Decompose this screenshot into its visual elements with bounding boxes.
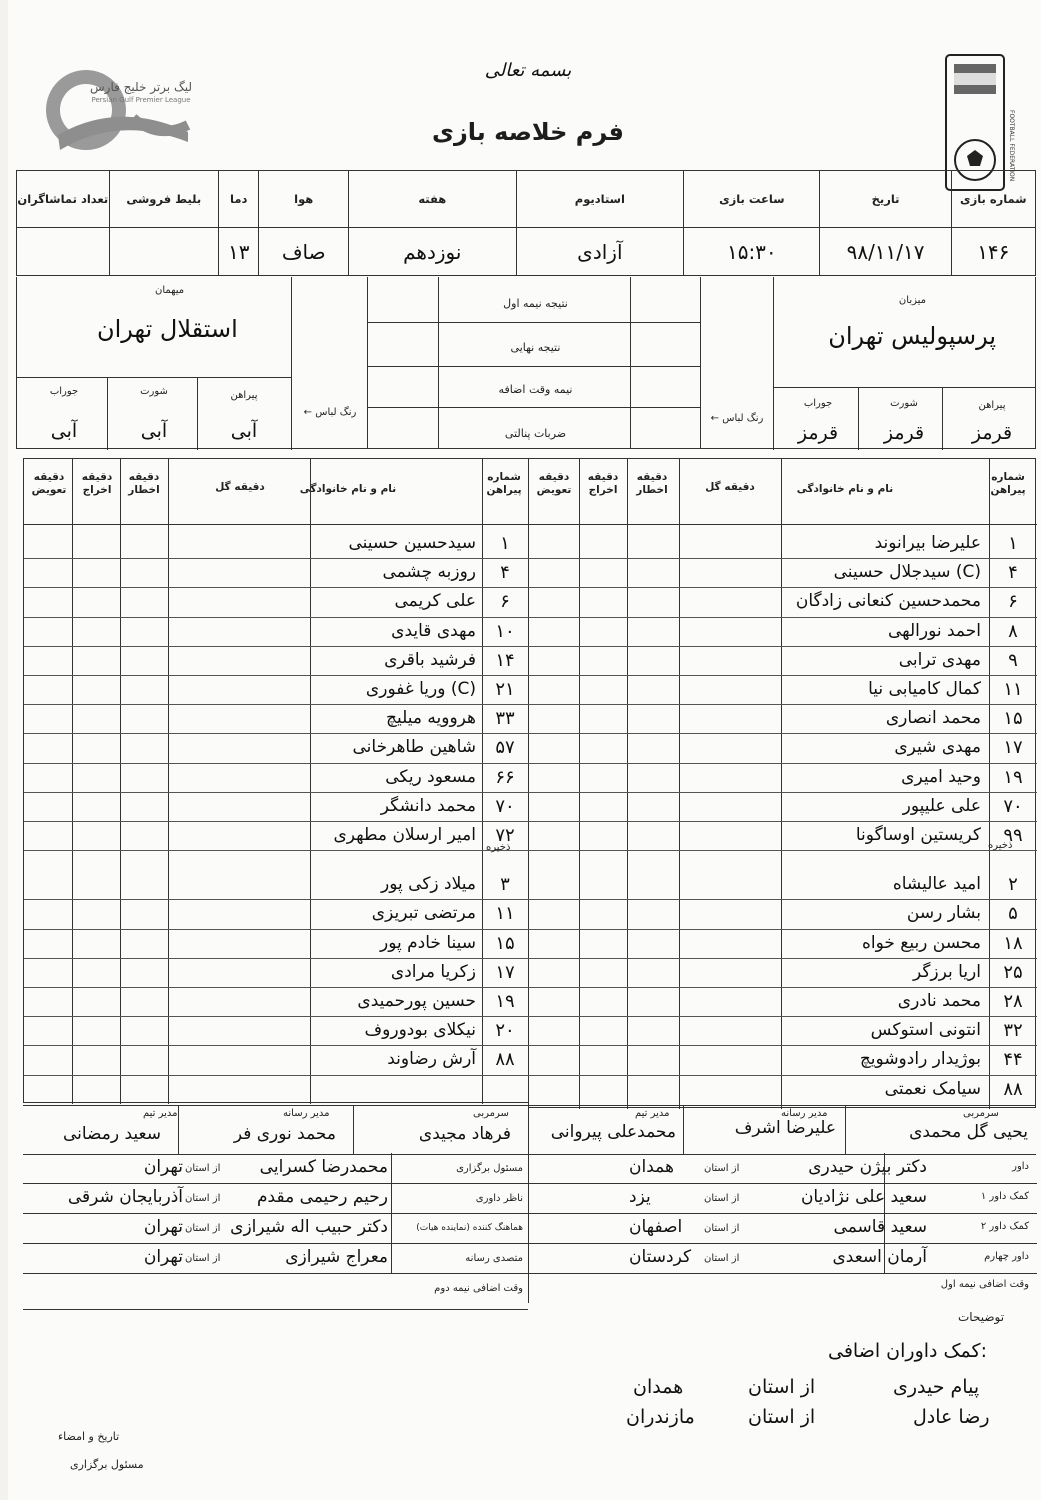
host-coach-label: سرمربی: [963, 1108, 999, 1119]
host-player-name: محمد انصاری: [885, 708, 981, 729]
guest-col-number: شماره پیراهن: [486, 471, 522, 496]
official-role-label: کمک داور ۲: [980, 1221, 1029, 1232]
officials-left: [23, 1153, 528, 1310]
official-province: اصفهان: [629, 1217, 683, 1237]
notes-label: توضیحات: [958, 1310, 1005, 1324]
guest-coach: فرهاد مجیدی: [418, 1124, 511, 1144]
value-tickets: [109, 228, 218, 276]
notes-heading: کمک داوران اضافی:: [828, 1340, 987, 1362]
page-title: فرم خلاصه بازی: [431, 118, 625, 146]
label-temperature: دما: [218, 171, 259, 228]
host-reserve-number: ۳۲: [1003, 1020, 1023, 1042]
guest-coach-label: سرمربی: [473, 1108, 509, 1119]
official-col-divider: [884, 1153, 885, 1273]
table-row-line: [24, 617, 529, 618]
value-stadium: آزادی: [516, 228, 684, 276]
host-reserve-name: بشار رسن: [906, 903, 981, 924]
guest-players-table: [23, 458, 528, 1103]
host-player-number: ۴: [1008, 562, 1018, 584]
guest-player-name: علی کریمی: [394, 591, 476, 612]
table-row-line: [529, 733, 1037, 734]
guest-player-name: هروویه میلیچ: [386, 708, 476, 729]
host-player-name: سیدجلال حسینی (C): [833, 562, 981, 583]
official-row-line: [23, 1273, 528, 1274]
table-row-line: [529, 763, 1037, 764]
official-province: تهران: [143, 1217, 183, 1237]
guest-reserve-label: ذخیره: [486, 842, 511, 853]
guest-col-name: نام و نام خانوادگی: [299, 483, 397, 495]
guest-reserve-name: مرتضی تبریزی: [371, 903, 476, 924]
host-player-number: ۱۱: [1003, 679, 1023, 700]
table-row-line: [24, 733, 529, 734]
guest-player-number: ۱: [500, 533, 510, 554]
guest-player-number: ۷۰: [495, 795, 515, 817]
guest-team-cell: [17, 277, 292, 377]
official-role-label: وقت اضافی نیمه اول: [940, 1279, 1029, 1290]
official-name: دکتر بیژن حیدری: [808, 1157, 927, 1177]
label-tickets: بلیط فروشی: [109, 171, 218, 228]
guest-player-name: مهدی قایدی: [391, 620, 476, 641]
official-province: همدان: [629, 1157, 674, 1177]
host-kit-shirt: قرمز: [971, 422, 1013, 444]
table-row-line: [529, 821, 1037, 822]
guest-reserve-name: سینا خادم پور: [380, 932, 476, 953]
guest-player-name: فرشید باقری: [384, 649, 476, 670]
host-kit-shorts: قرمز: [883, 422, 925, 444]
host-reserve-name: محسن ربیع خواه: [861, 932, 981, 953]
official-province: کردستان: [629, 1247, 692, 1267]
official-role-label: وقت اضافی نیمه دوم: [434, 1283, 523, 1294]
extra-ref-1-from: از استان: [748, 1376, 816, 1398]
value-weather: صاف: [259, 228, 349, 276]
guest-col-divider: [168, 459, 169, 1104]
guest-kit-socks-label: جوراب: [49, 386, 79, 397]
host-col-divider: [579, 459, 580, 1109]
official-name: دکتر حبیب اله شیرازی: [230, 1217, 388, 1237]
host-player-number: ۷۰: [1003, 795, 1023, 817]
host-player-name: کمال کامیابی نیا: [868, 679, 981, 699]
host-player-number: ۱۷: [1003, 737, 1023, 759]
guest-media: محمد نوری فر: [233, 1124, 336, 1144]
official-role-label: داور: [1012, 1161, 1029, 1172]
table-row-line: [24, 821, 529, 822]
kit-arrow-icon: ←: [710, 413, 720, 424]
host-manager: محمدعلی پیروانی: [550, 1122, 676, 1142]
guest-kit-shorts-label: شورت: [140, 386, 168, 397]
guest-player-number: ۴: [500, 562, 510, 584]
table-row-line: [24, 558, 529, 559]
host-col-divider: [679, 459, 680, 1109]
official-name: سعید قاسمی: [833, 1217, 927, 1237]
official-col-divider: [391, 1153, 392, 1273]
host-player-number: ۹۹: [1003, 825, 1023, 846]
official-name: معراج شیرازی: [285, 1247, 388, 1267]
officials-right: [528, 1153, 1037, 1303]
official-role-label: کمک داور ۱: [980, 1191, 1029, 1202]
official-province: یزد: [629, 1187, 651, 1207]
host-col-goal: دقیقه گل: [705, 481, 755, 493]
guest-reserve-number: ۱۱: [495, 903, 515, 925]
value-date: ۹۸/۱۱/۱۷: [820, 228, 951, 276]
table-row-line: [24, 1075, 529, 1076]
host-player-name: احمد نورالهی: [887, 620, 981, 641]
guest-kit-shirt: آبی: [230, 420, 258, 442]
host-reserve-number: ۵: [1008, 903, 1018, 925]
table-row-line: [529, 587, 1037, 588]
value-temperature: ۱۳: [218, 228, 259, 276]
table-row-line: [24, 1016, 529, 1017]
guest-player-number: ۷۲: [495, 825, 515, 846]
guest-player-name: مسعود ریکی: [385, 766, 476, 787]
guest-manager-label: مدیر تیم: [143, 1108, 178, 1119]
host-kit-socks: قرمز: [797, 422, 839, 444]
extra-ref-2-province: مازندران: [626, 1406, 695, 1428]
table-row-line: [529, 792, 1037, 793]
bismillah: بسمه تعالی: [484, 60, 572, 81]
guest-player-name: امیر ارسلان مطهری: [333, 825, 476, 845]
table-row-line: [24, 587, 529, 588]
table-row-line: [529, 958, 1037, 959]
guest-kit-label-text: رنگ لباس: [315, 407, 357, 418]
host-label: میزبان: [898, 295, 926, 306]
official-province: تهران: [143, 1247, 183, 1267]
official-from-label: از استان: [704, 1193, 740, 1204]
host-player-number: ۱۵: [1003, 708, 1023, 730]
guest-manager: سعید رمضانی: [62, 1124, 161, 1144]
table-row-line: [24, 792, 529, 793]
guest-kit-socks: آبی: [50, 420, 78, 442]
host-player-name: علیرضا بیرانوند: [874, 533, 981, 553]
host-kit-label: [707, 413, 767, 424]
guest-col-sub: دقیقه تعویض: [31, 471, 67, 496]
host-coach: یحیی گل محمدی: [909, 1122, 1028, 1142]
official-from-label: از استان: [185, 1253, 221, 1264]
table-row-line: [24, 675, 529, 676]
official-from-label: از استان: [185, 1163, 221, 1174]
table-row-line: [24, 850, 529, 851]
table-row-line: [24, 899, 529, 900]
host-player-name: علی علیپور: [902, 795, 981, 816]
label-time: ساعت بازی: [684, 171, 820, 228]
guest-kit-shorts: آبی: [140, 420, 168, 442]
value-week: نوزدهم: [348, 228, 516, 276]
host-col-warning: دقیقه اخطار: [636, 471, 668, 496]
guest-player-number: ۱۰: [495, 620, 515, 642]
official-name: رحیم رحیمی مقدم: [257, 1187, 388, 1207]
official-from-label: از استان: [185, 1223, 221, 1234]
official-name: سعید علی نژادیان: [800, 1187, 927, 1207]
label-stadium: استادیوم: [516, 171, 684, 228]
host-player-number: ۱: [1008, 533, 1018, 554]
guest-reserve-number: ۸۸: [495, 1049, 515, 1071]
extra-ref-2-from: از استان: [748, 1406, 816, 1428]
guest-col-sendoff: دقیقه اخراج: [81, 471, 113, 496]
label-date: تاریخ: [820, 171, 951, 228]
table-row-line: [24, 958, 529, 959]
guest-player-name: وریا غفوری (C): [365, 679, 476, 699]
host-reserve-number: ۴۴: [1003, 1049, 1023, 1071]
table-row-line: [529, 704, 1037, 705]
host-players-table: [528, 458, 1036, 1108]
official-name: محمدرضا کسرایی: [259, 1157, 388, 1177]
table-row-line: [529, 987, 1037, 988]
table-row-line: [529, 558, 1037, 559]
official-province: تهران: [143, 1157, 183, 1177]
host-player-number: ۹: [1008, 649, 1018, 671]
official-province: آذربایجان شرقی: [67, 1187, 183, 1207]
label-week: هفته: [348, 171, 516, 228]
host-col-name: نام و نام خانوادگی: [796, 483, 894, 495]
guest-reserve-name: نیکلای بودوروف: [364, 1020, 476, 1041]
guest-player-name: سیدحسین حسینی: [348, 533, 476, 553]
host-reserve-name: انتونی استوکس: [870, 1020, 981, 1041]
value-match-number: ۱۴۶: [951, 228, 1035, 276]
host-reserve-number: ۱۸: [1003, 932, 1023, 954]
host-kit: [773, 387, 1036, 450]
guest-media-label: مدیر رسانه: [283, 1108, 330, 1119]
teams-block: [16, 277, 1036, 449]
host-reserve-number: ۸۸: [1003, 1078, 1023, 1100]
staff-row: [23, 1105, 1036, 1155]
official-row-line: [529, 1213, 1037, 1214]
guest-player-number: ۵۷: [495, 737, 515, 759]
host-player-name: محمدحسین کنعانی زادگان: [795, 591, 981, 612]
value-spectators: [17, 228, 110, 276]
guest-kit: [17, 377, 292, 450]
guest-kit-label: [295, 407, 365, 418]
host-col-sub: دقیقه تعویض: [536, 471, 572, 496]
guest-player-name: شاهین طاهرخانی: [352, 737, 476, 758]
host-reserve-name: اریا برزگر: [912, 961, 981, 982]
extra-ref-1-name: پیام حیدری: [893, 1376, 980, 1398]
guest-player-number: ۶۶: [495, 766, 515, 788]
result-first-half-label: نتیجه نیمه اول: [503, 297, 568, 310]
host-player-name: وحید امیری: [901, 766, 981, 787]
guest-player-name: محمد دانشگر: [380, 795, 476, 816]
table-row-line: [24, 987, 529, 988]
official-from-label: از استان: [704, 1223, 740, 1234]
extra-ref-2-name: رضا عادل: [913, 1406, 990, 1428]
extra-ref-1-province: همدان: [633, 1376, 684, 1398]
guest-reserve-name: میلاد زکی پور: [381, 874, 476, 895]
host-team-cell: [773, 277, 1036, 387]
results-table: [367, 277, 701, 449]
official-row-line: [23, 1243, 528, 1244]
label-weather: هوا: [259, 171, 349, 228]
guest-col-divider: [120, 459, 121, 1104]
table-row-line: [24, 1045, 529, 1046]
official-role-label: مسئول برگزاری: [456, 1163, 523, 1174]
guest-reserve-name: حسین پورحمیدی: [357, 991, 476, 1011]
host-player-name: کریستین اوساگونا: [855, 825, 981, 845]
guest-reserve-number: ۱۷: [495, 961, 515, 983]
host-col-number: شماره پیراهن: [990, 471, 1026, 496]
host-reserve-name: امید عالیشاه: [892, 874, 981, 895]
host-col-sendoff: دقیقه اخراج: [587, 471, 619, 496]
official-row-line: [23, 1213, 528, 1214]
value-time: ۱۵:۳۰: [684, 228, 820, 276]
host-player-name: مهدی ترابی: [898, 649, 981, 670]
organizer-label: مسئول برگزاری: [70, 1458, 144, 1471]
host-col-divider: [627, 459, 628, 1109]
host-reserve-name: بوژیدار رادوشویچ: [859, 1049, 981, 1070]
table-row-line: [529, 899, 1037, 900]
result-extra-time-label: نیمه وقت اضافه: [498, 383, 573, 396]
official-row-line: [529, 1273, 1037, 1274]
league-logo-subtext: Persian Gulf Premier League: [91, 96, 191, 104]
host-player-name: مهدی شیری: [894, 737, 981, 758]
official-row-line: [23, 1183, 528, 1184]
host-header-divider: [529, 524, 1037, 525]
host-reserve-name: محمد نادری: [897, 991, 981, 1011]
table-row-line: [24, 646, 529, 647]
host-team-name: پرسپولیس تهران: [828, 322, 996, 350]
table-row-line: [529, 1075, 1037, 1076]
table-row-line: [529, 929, 1037, 930]
guest-player-number: ۶: [500, 591, 510, 613]
official-role-label: ناظر داوری: [475, 1193, 523, 1204]
host-reserve-number: ۲: [1008, 874, 1018, 896]
guest-player-number: ۲۱: [495, 679, 515, 700]
guest-header-divider: [24, 524, 529, 525]
host-media-label: مدیر رسانه: [781, 1108, 828, 1119]
host-reserve-number: ۲۵: [1003, 961, 1023, 983]
official-from-label: از استان: [704, 1163, 740, 1174]
guest-col-goal: دقیقه گل: [215, 481, 265, 493]
guest-reserve-number: ۱۹: [495, 991, 515, 1012]
official-row-line: [529, 1243, 1037, 1244]
guest-reserve-number: ۳: [500, 874, 510, 896]
table-row-line: [529, 850, 1037, 851]
host-media: علیرضا اشرف: [734, 1118, 836, 1138]
official-name: آرمان اسعدی: [832, 1247, 927, 1267]
guest-player-name: روزبه چشمی: [382, 562, 476, 583]
guest-label: میهمان: [155, 285, 185, 296]
svg-text:FOOTBALL FEDERATION: FOOTBALL FEDERATION: [1008, 110, 1015, 182]
guest-reserve-name: آرش رضاوند: [387, 1049, 476, 1070]
table-row-line: [24, 929, 529, 930]
host-player-number: ۶: [1008, 591, 1018, 613]
match-summary-form: [8, 0, 1041, 1500]
league-logo-text: لیگ برتر خلیج فارس: [90, 80, 192, 94]
table-row-line: [24, 704, 529, 705]
label-spectators: تعداد تماشاگران: [17, 171, 110, 228]
host-player-number: ۱۹: [1003, 766, 1023, 788]
official-role-label: هماهنگ کننده (نماینده هیات): [416, 1223, 523, 1233]
table-row-line: [24, 763, 529, 764]
guest-col-warning: دقیقه اخطار: [128, 471, 160, 496]
guest-team-name: استقلال تهران: [97, 315, 238, 343]
table-row-line: [529, 646, 1037, 647]
host-manager-label: مدیر تیم: [635, 1108, 670, 1119]
guest-player-number: ۱۴: [495, 649, 515, 671]
guest-col-divider: [72, 459, 73, 1104]
official-from-label: از استان: [185, 1193, 221, 1204]
table-row-line: [529, 1045, 1037, 1046]
guest-kit-shirt-label: پیراهن: [230, 390, 258, 401]
result-penalties-label: ضربات پنالتی: [504, 427, 567, 440]
official-role-label: متصدی رسانه: [465, 1253, 523, 1264]
table-row-line: [529, 1016, 1037, 1017]
guest-reserve-number: ۲۰: [495, 1020, 515, 1042]
host-reserve-label: ذخیره: [988, 840, 1013, 851]
official-from-label: از استان: [704, 1253, 740, 1264]
table-row-line: [529, 675, 1037, 676]
official-role-label: داور چهارم: [984, 1251, 1029, 1262]
label-match-number: شماره بازی: [951, 171, 1035, 228]
guest-reserve-name: زکریا مرادی: [390, 961, 476, 982]
guest-reserve-number: ۱۵: [495, 932, 515, 954]
host-kit-shorts-label: شورت: [890, 398, 918, 409]
host-kit-socks-label: جوراب: [803, 398, 833, 409]
kit-arrow-icon: ←: [303, 407, 313, 418]
result-final-label: نتیجه نهایی: [510, 341, 561, 354]
match-info-table: [16, 170, 1036, 276]
host-kit-label-text: رنگ لباس: [722, 413, 764, 424]
host-player-number: ۸: [1008, 620, 1018, 642]
host-kit-shirt-label: پیراهن: [978, 400, 1006, 411]
host-reserve-name: سیامک نعمتی: [884, 1078, 981, 1099]
official-row-line: [529, 1183, 1037, 1184]
signature-label: تاریخ و امضاء: [58, 1430, 120, 1443]
guest-player-number: ۳۳: [495, 708, 515, 730]
table-row-line: [529, 617, 1037, 618]
host-reserve-number: ۲۸: [1003, 991, 1023, 1012]
